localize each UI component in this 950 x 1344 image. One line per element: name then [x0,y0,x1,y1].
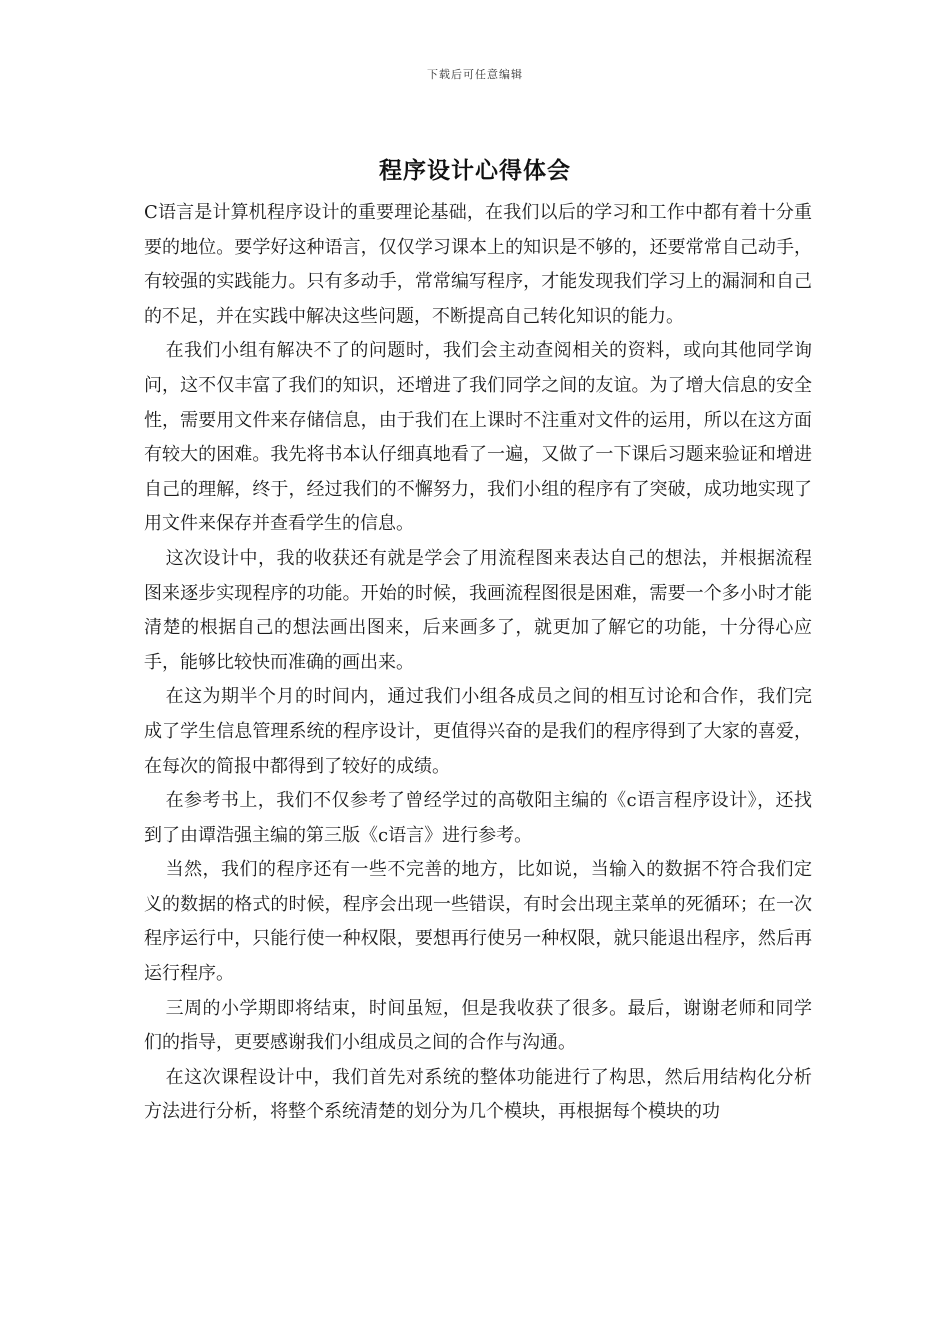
document-body [144,196,812,1130]
paragraph: 在这为期半个月的时间内，通过我们小组各成员之间的相互讨论和合作，我们完成了学生信息管理系统的程序设计，更值得兴奋的是我们的程序得到了大家的喜爱，在每次的简报中都得到了较好的成绩。 [144,686,812,777]
paragraph: 在参考书上，我们不仅参考了曾经学过的高敬阳主编的《c语言程序设计》，还找到了由谭浩强主编的第三版《c语言》进行参考。 [144,790,812,846]
paragraph: 这次设计中，我的收获还有就是学会了用流程图来表达自己的想法，并根据流程图来逐步实现程序的功能。开始的时候，我画流程图很是困难，需要一个多小时才能清楚的根据自己的想法画出图来，后来画多了，就更加了解它的功能，十分得心应手，能够比较快而准确的画出来。 [144,547,812,673]
page-title: 程序设计心得体会 [379,157,571,184]
paragraph: 当然，我们的程序还有一些不完善的地方，比如说，当输入的数据不符合我们定义的数据的格式的时候，程序会出现一些错误，有时会出现主菜单的死循环；在一次程序运行中，只能行使一种权限，要想再行使另一种权限，就只能退出程序，然后再运行程序。 [144,859,812,985]
paragraph: C语言是计算机程序设计的重要理论基础，在我们以后的学习和工作中都有着十分重要的地位。要学好这种语言，仅仅学习课本上的知识是不够的，还要常常自己动手，有较强的实践能力。只有多动手，常常编写程序，才能发现我们学习上的漏洞和自己的不足，并在实践中解决这些问题，不断提高自己转化知识的能力。 [144,202,812,327]
header-note: 下载后可任意编辑 [427,68,523,81]
paragraph: 在这次课程设计中，我们首先对系统的整体功能进行了构思，然后用结构化分析方法进行分析，将整个系统清楚的划分为几个模块，再根据每个模块的功 [144,1066,812,1123]
paragraph: 三周的小学期即将结束，时间虽短，但是我收获了很多。最后，谢谢老师和同学们的指导，更要感谢我们小组成员之间的合作与沟通。 [144,997,812,1054]
paragraph: 在我们小组有解决不了的问题时，我们会主动查阅相关的资料，或向其他同学询问，这不仅丰富了我们的知识，还增进了我们同学之间的友谊。为了增大信息的安全性，需要用文件来存储信息，由于我们在上课时不注重对文件的运用，所以在这方面有较大的困难。我先将书本认仔细真地看了一遍，又做了一下课后习题来验证和增进自己的理解，终于，经过我们的不懈努力，我们小组的程序有了突破，成功地实现了用文件来保存并查看学生的信息。 [144,340,812,535]
